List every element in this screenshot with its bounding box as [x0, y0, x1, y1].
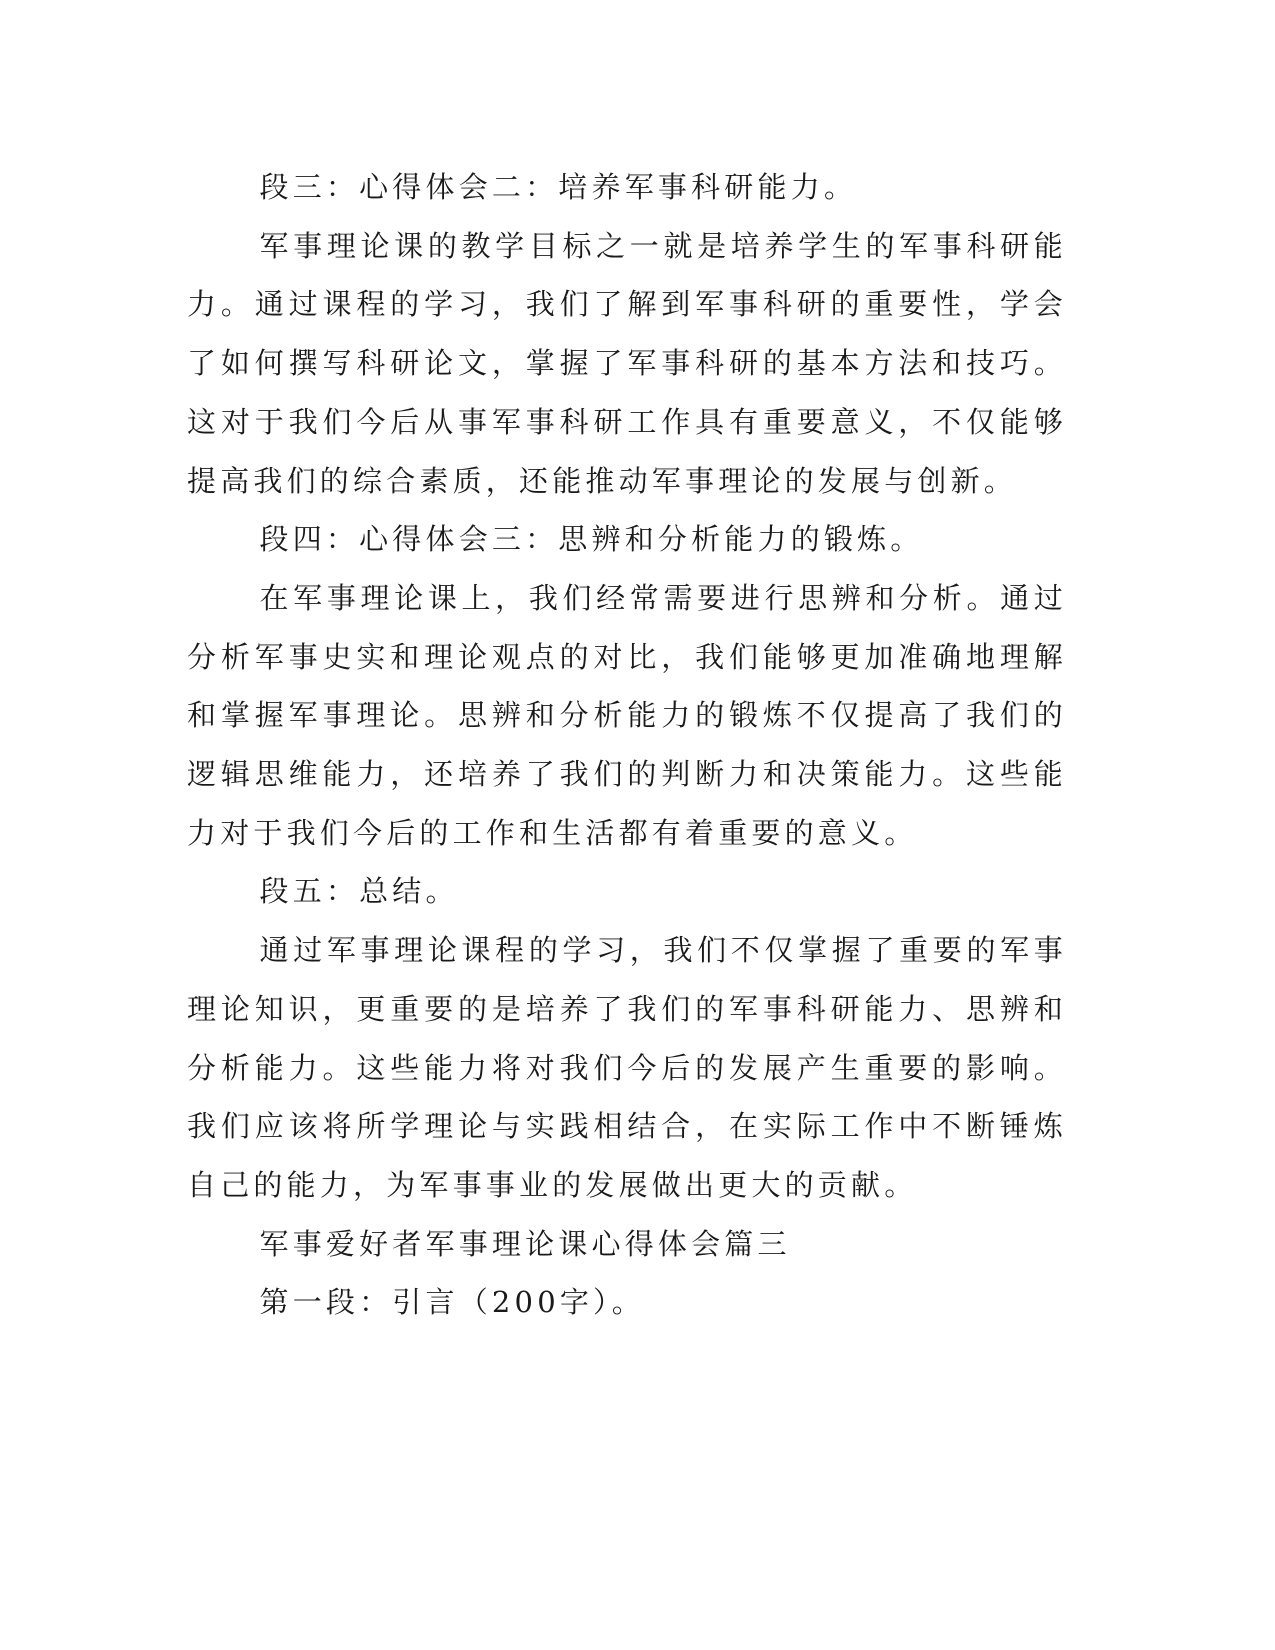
body-paragraph: 军事理论课的教学目标之一就是培养学生的军事科研能力。通过课程的学习，我们了解到军事科研的重要性，学会了如何撰写科研论文，掌握了军事科研的基本方法和技巧。这对于我们今后从事军事科研工作具有重要意义，不仅能够提高我们的综合素质，还能推动军事理论的发展与创新。 — [187, 228, 1067, 498]
document-body — [187, 158, 1067, 1332]
body-paragraph: 在军事理论课上，我们经常需要进行思辨和分析。通过分析军事史实和理论观点的对比，我们能够更加准确地理解和掌握军事理论。思辨和分析能力的锻炼不仅提高了我们的逻辑思维能力，还培养了我们的判断力和决策能力。这些能力对于我们今后的工作和生活都有着重要的意义。 — [187, 580, 1067, 850]
section-heading-5: 段五：总结。 — [259, 874, 459, 909]
section-heading-3: 段三：心得体会二：培养军事科研能力。 — [259, 170, 858, 204]
body-paragraph: 通过军事理论课程的学习，我们不仅掌握了重要的军事理论知识，更重要的是培养了我们的军事科研能力、思辨和分析能力。这些能力将对我们今后的发展产生重要的影响。我们应该将所学理论与实践相结合，在实际工作中不断锤炼自己的能力，为军事事业的发展做出更大的贡献。 — [187, 933, 1067, 1202]
section-heading-4: 段四：心得体会三：思辨和分析能力的锻炼。 — [259, 522, 924, 557]
article-title: 军事爱好者军事理论课心得体会篇三 — [259, 1226, 791, 1261]
section-heading-1: 第一段：引言（200字）。 — [259, 1285, 645, 1320]
